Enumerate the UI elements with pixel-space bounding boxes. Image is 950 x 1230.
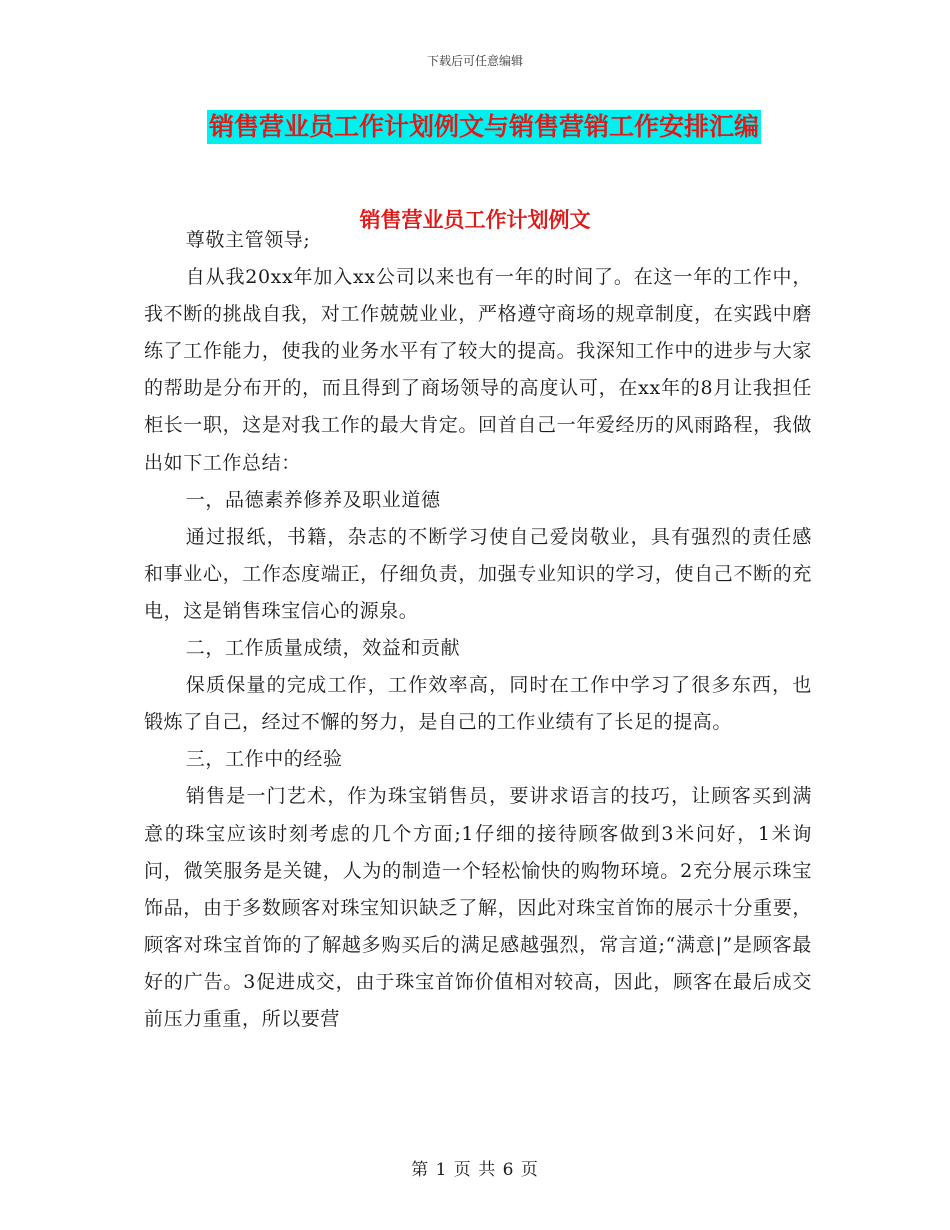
section-heading: 一，品德素养修养及职业道德 bbox=[185, 488, 441, 511]
document-body bbox=[144, 222, 812, 1038]
body-paragraph: 通过报纸，书籍，杂志的不断学习使自己爱岗敬业，具有强烈的责任感和事业心，工作态度端正，仔细负责，加强专业知识的学习，使自己不断的充电，这是销售珠宝信心的源泉。 bbox=[144, 525, 812, 622]
section-heading: 三，工作中的经验 bbox=[185, 748, 343, 771]
document-main-title: 销售营业员工作计划例文与销售营销工作安排汇编 bbox=[207, 110, 761, 144]
body-paragraph: 自从我20xx年加入xx公司以来也有一年的时间了。在这一年的工作中，我不断的挑战自我，对工作兢兢业业，严格遵守商场的规章制度，在实践中磨练了工作能力，使我的业务水平有了较大的提高。我深知工作中的进步与大家的帮助是分布开的，而且得到了商场领导的高度认可，在xx年的8月让我担任柜长一职，这是对我工作的最大肯定。回首自己一年爱经历的风雨路程，我做出如下工作总结： bbox=[144, 266, 812, 474]
body-paragraph: 销售是一门艺术，作为珠宝销售员，要讲求语言的技巧，让顾客买到满意的珠宝应该时刻考虑的几个方面;1仔细的接待顾客做到3米问好，1米询问，微笑服务是关键，人为的制造一个轻松愉快的购物环境。2充分展示珠宝饰品，由于多数顾客对珠宝知识缺乏了解，因此对珠宝首饰的展示十分重要，顾客对珠宝首饰的了解越多购买后的满足感越强烈，常言道;“满意|”是顾客最好的广告。3促进成交，由于珠宝首饰价值相对较高，因此，顾客在最后成交前压力重重，所以要营 bbox=[144, 785, 812, 1030]
section-heading: 二，工作质量成绩，效益和贡献 bbox=[185, 637, 461, 660]
header-note: 下载后可任意编辑 bbox=[426, 54, 523, 68]
salutation-paragraph: 尊敬主管领导; bbox=[185, 229, 311, 251]
body-paragraph: 保质保量的完成工作，工作效率高，同时在工作中学习了很多东西，也锻炼了自己，经过不懈的努力，是自己的工作业绩有了长足的提高。 bbox=[144, 674, 812, 734]
document-sub-title: 销售营业员工作计划例文 bbox=[359, 207, 591, 232]
page-number-footer: 第 1 页 共 6 页 bbox=[411, 1160, 539, 1180]
